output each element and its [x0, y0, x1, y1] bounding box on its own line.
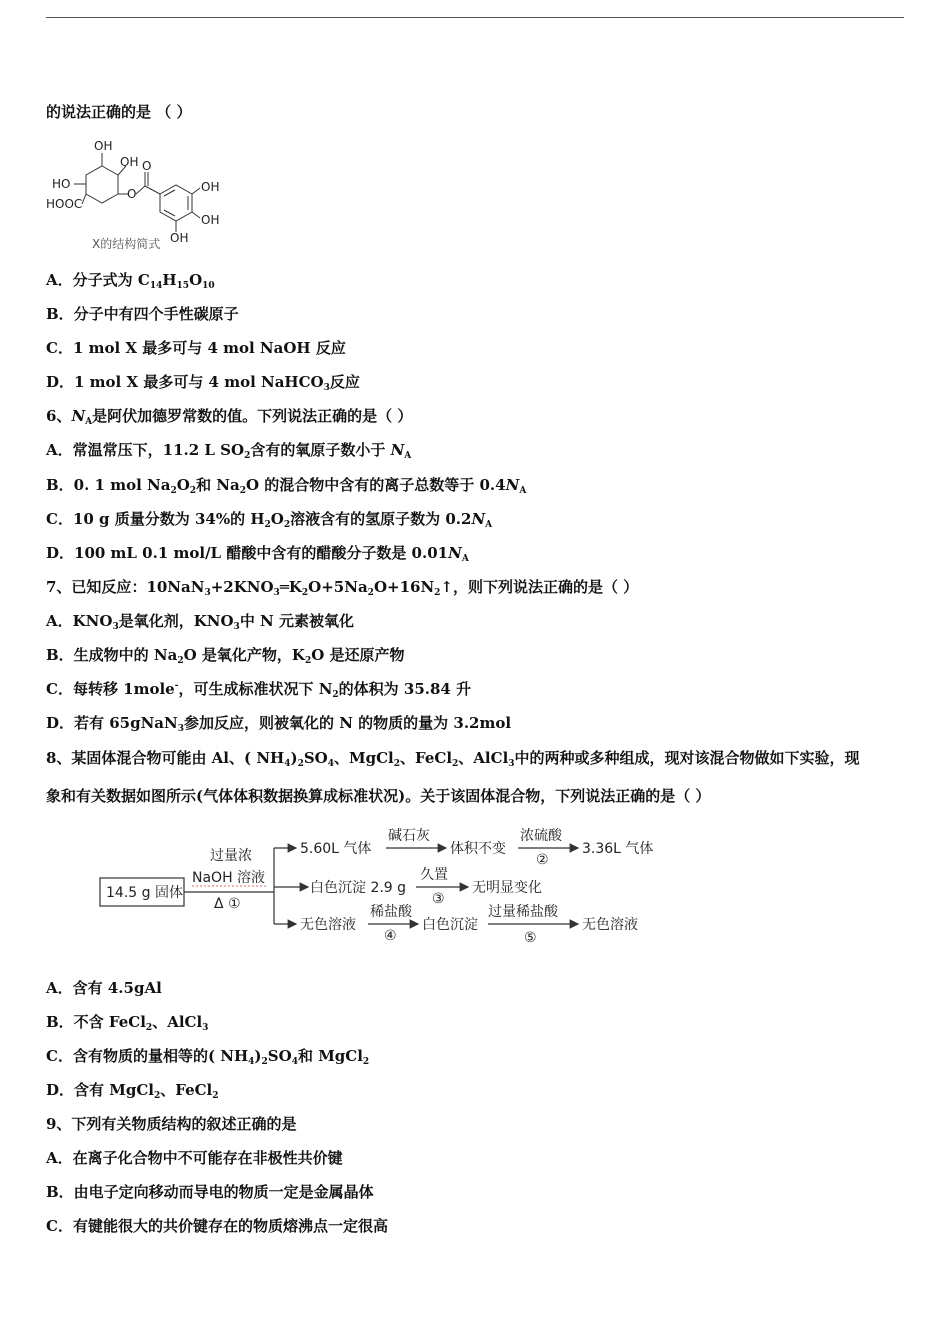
q7-option-d: D．若有 65gNaN$_3$参加反应，则被氧化的 N 的物质的量为 3.2mol — [46, 714, 512, 734]
ho-label: HO — [52, 177, 71, 191]
q5-option-d: D．1 mol X 最多可与 4 mol NaHCO$_3$反应 — [46, 373, 360, 393]
q7-option-b: B．生成物中的 $Na_2O$ 是氧化产物，$K_2O$ 是还原产物 — [46, 646, 405, 666]
step-2-label: ② — [536, 852, 549, 868]
q7-stem: 7、已知反应：$10NaN_3+2KNO_3═K_2O+5Na_2O+16N_2↑$，则下列说法正确的是（ ） — [46, 578, 639, 598]
q6-option-c: C．10 g 质量分数为 34%的 $H_2O_2$溶液含有的氢原子数为 $0.2N_A$ — [46, 510, 493, 530]
q9-option-a: A．在离子化合物中不可能存在非极性共价键 — [46, 1149, 343, 1167]
white-ppt-label: 白色沉淀 2.9 g — [310, 880, 407, 896]
reagent-line1: 过量浓 — [210, 848, 252, 864]
q8-option-d: D．含有 MgCl$_2$、FeCl$_2$ — [46, 1081, 219, 1101]
gas-2-label: 3.36L 气体 — [582, 841, 654, 857]
q8-stem-line1: 8、某固体混合物可能由 Al、( $NH_4)_2SO_4$、MgCl$_2$、FeCl$_2$、AlCl$_3$中的两种或多种组成，现对该混合物做如下实验，现 — [46, 749, 860, 769]
conc-h2so4-label: 浓硫酸 — [520, 828, 562, 844]
benzene-ring — [160, 185, 192, 221]
q7-option-c: C．每转移 1mole-，可生成标准状况下 $N_2$的体积为 35.84 升 — [46, 680, 472, 700]
oh-label: OH — [201, 180, 220, 194]
volume-unchanged-label: 体积不变 — [450, 841, 506, 857]
molecule-structure-x — [44, 136, 234, 254]
oh-label: OH — [94, 139, 113, 153]
no-change-label: 无明显变化 — [472, 880, 542, 896]
cyclohexane-ring — [86, 166, 118, 203]
q6-option-a: A．常温常压下，11.2 L $SO_2$含有的氧原子数小于 $N_A$ — [46, 441, 412, 461]
excess-hcl-label: 过量稀盐酸 — [488, 904, 558, 920]
q5-stem-tail: 的说法正确的是 （ ） — [46, 103, 192, 121]
oh-label: OH — [120, 155, 139, 169]
step-4-label: ④ — [384, 928, 397, 944]
gas-1-label: 5.60L 气体 — [300, 841, 372, 857]
ester-o-label: O — [127, 187, 137, 201]
oh-label: OH — [201, 213, 220, 227]
start-label: 14.5 g 固体 — [106, 885, 183, 901]
oh-label: OH — [170, 231, 189, 245]
q8-option-a: A．含有 4.5gAl — [46, 979, 162, 997]
step-3-label: ③ — [432, 891, 445, 907]
q9-stem: 9、下列有关物质结构的叙述正确的是 — [46, 1115, 297, 1133]
q8-stem-line2: 象和有关数据如图所示(气体体积数据换算成标准状况)。关于该固体混合物，下列说法正确的是（ ） — [46, 787, 711, 805]
experiment-flowchart — [96, 820, 666, 950]
structure-caption: X的结构简式 — [92, 237, 161, 251]
q9-option-b: B．由电子定向移动而导电的物质一定是金属晶体 — [46, 1183, 374, 1201]
step-5-label: ⑤ — [524, 930, 537, 946]
hooc-label: HOOC — [46, 197, 83, 211]
q6-stem: 6、$N_A$是阿伏加德罗常数的值。下列说法正确的是（ ） — [46, 407, 413, 427]
q5-option-a: A．分子式为 $C_{14}H_{15}O_{10}$ — [46, 271, 215, 291]
header-rule — [46, 17, 904, 18]
q8-option-b: B．不含 FeCl$_2$、AlCl$_3$ — [46, 1013, 209, 1033]
q5-option-b: B．分子中有四个手性碳原子 — [46, 305, 239, 323]
q6-option-d: D．100 mL 0.1 mol/L 醋酸中含有的醋酸分子数是 $0.01N_A$ — [46, 544, 469, 564]
q9-option-c: C．有键能很大的共价键存在的物质熔沸点一定很高 — [46, 1217, 388, 1235]
stand-label: 久置 — [420, 867, 448, 883]
q8-option-c: C．含有物质的量相等的( $NH_4)_2SO_4$和 MgCl$_2$ — [46, 1047, 370, 1067]
step-1-label: Δ ① — [214, 896, 241, 912]
white-ppt-2-label: 白色沉淀 — [422, 917, 478, 933]
reagent-line2: NaOH 溶液 — [192, 870, 266, 886]
q6-option-b: B．0. 1 mol $Na_2O_2$和 $Na_2O$ 的混合物中含有的离子总数等于 $0.4N_A$ — [46, 476, 527, 496]
colorless-solution-1-label: 无色溶液 — [300, 917, 356, 933]
carbonyl-o-label: O — [142, 159, 152, 173]
colorless-solution-2-label: 无色溶液 — [582, 917, 638, 933]
q5-option-c: C．1 mol X 最多可与 4 mol NaOH 反应 — [46, 339, 346, 357]
soda-lime-label: 碱石灰 — [388, 828, 430, 844]
dilute-hcl-label: 稀盐酸 — [370, 904, 412, 920]
q7-option-a: A．$KNO_3$是氧化剂，$KNO_3$中 N 元素被氧化 — [46, 612, 354, 632]
